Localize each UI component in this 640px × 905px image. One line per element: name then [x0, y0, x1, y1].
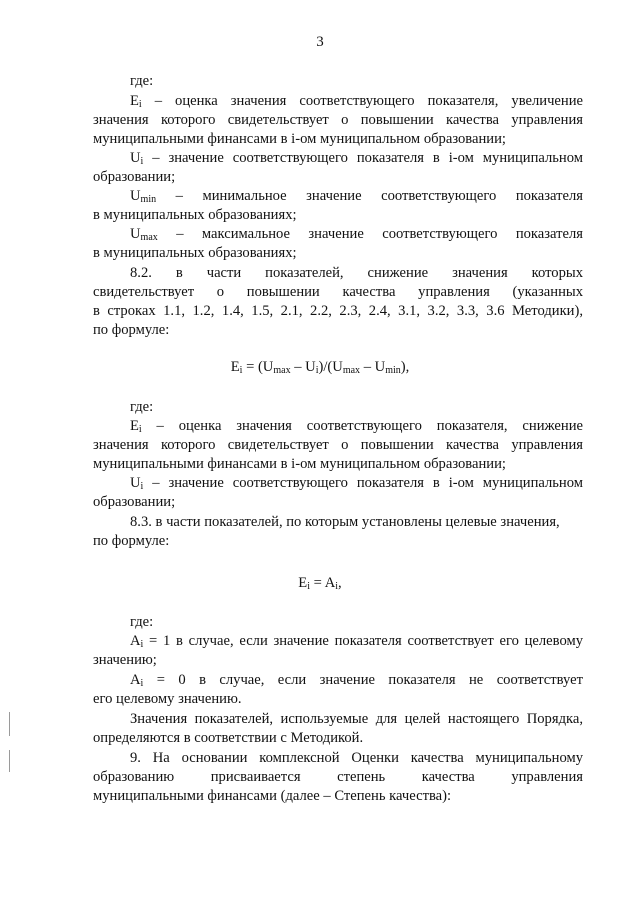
clause-9-line2: образованию присваивается степень качества управления	[93, 769, 583, 785]
definition-u-line1: $U_i$ – значение соответствующего показателя в i-ом муниципальном	[130, 150, 583, 167]
clause-8-2-line3: в строках 1.1, 1.2, 1.4, 1.5, 2.1, 2.2, 2.3, 2.4, 3.1, 3.2, 3.3, 3.6 Методики),	[93, 303, 583, 319]
where-label: где:	[130, 399, 154, 415]
definition-e-line3: муниципальными финансами в i-ом муниципальном образовании;	[93, 456, 506, 472]
scan-margin-mark	[9, 750, 10, 772]
values-note-line1: Значения показателей, используемые для целей настоящего Порядка,	[130, 711, 583, 727]
definition-a0-line1: $A_i = 0$ в случае, если значение показателя не соответствует	[130, 672, 583, 689]
definition-e-line2: значения которого свидетельствует о повышении качества управления	[93, 112, 583, 128]
formula-target: $E_i = A_i$,	[298, 575, 342, 592]
definition-e-line1: $E_i$ – оценка значения соответствующего показателя, снижение	[130, 418, 583, 435]
definition-u-line2: образовании;	[93, 169, 176, 185]
definition-umin-line2: в муниципальных образованиях;	[93, 207, 297, 223]
definition-umin-line1: $U_{min}$ – минимальное значение соответствующего показателя	[130, 188, 583, 205]
formula-decrease: $E_i = (U_{max} - U_i)/(U_{max} - U_{min})$,	[230, 359, 410, 376]
clause-8-3-line1: 8.3. в части показателей, по которым установлены целевые значения,	[130, 514, 560, 530]
definition-u-line2: образовании;	[93, 494, 176, 510]
definition-e-line3: муниципальными финансами в i-ом муниципальном образовании;	[93, 131, 506, 147]
definition-a0-line2: его целевому значению.	[93, 691, 242, 707]
definition-a1-line1: $A_i = 1$ в случае, если значение показателя соответствует его целевому	[130, 633, 583, 650]
clause-8-3-line2: по формуле:	[93, 533, 170, 549]
clause-8-2-line1: 8.2. в части показателей, снижение значения которых	[130, 265, 583, 281]
definition-u-line1: $U_i$ – значение соответствующего показателя в i-ом муниципальном	[130, 475, 583, 492]
definition-e-line2: значения которого свидетельствует о повышении качества управления	[93, 437, 583, 453]
scan-margin-mark	[9, 712, 10, 736]
clause-8-2-line4: по формуле:	[93, 322, 170, 338]
values-note-line2: определяются в соответствии с Методикой.	[93, 730, 364, 746]
clause-9-line1: 9. На основании комплексной Оценки качества муниципальному	[130, 750, 583, 766]
page-number: 3	[316, 34, 324, 50]
clause-8-2-line2: свидетельствует о повышении качества управления (указанных	[93, 284, 583, 300]
definition-a1-line2: значению;	[93, 652, 157, 668]
where-label: где:	[130, 614, 154, 630]
where-label: где:	[130, 73, 154, 89]
definition-e-line1: $E_i$ – оценка значения соответствующего показателя, увеличение	[130, 93, 583, 110]
clause-9-line3: муниципальными финансами (далее – Степень качества):	[93, 788, 452, 804]
definition-umax-line2: в муниципальных образованиях;	[93, 245, 297, 261]
definition-umax-line1: $U_{max}$ – максимальное значение соответствующего показателя	[130, 226, 583, 243]
